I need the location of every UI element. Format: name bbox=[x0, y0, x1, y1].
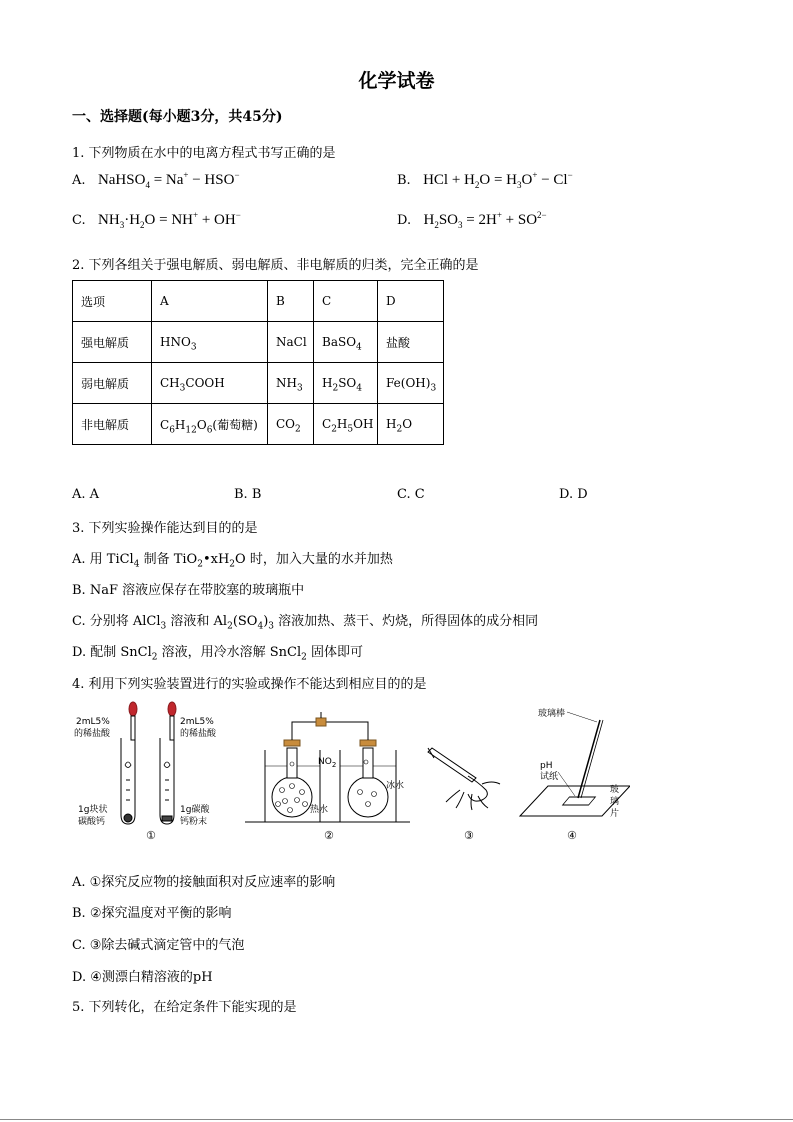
figure-number-4: ④ bbox=[567, 829, 577, 842]
fig2-ice-water-label: 冰水 bbox=[386, 781, 405, 791]
section-heading: 一、选择题(每小题3分，共45分) bbox=[72, 109, 283, 125]
question-1-stem: 1. 下列物质在水中的电离方程式书写正确的是 bbox=[72, 146, 336, 161]
fig4-glass-label-2: 璃 bbox=[610, 797, 620, 807]
figure-3-burette bbox=[428, 748, 500, 842]
fig1-powder-label: 1g碳酸 bbox=[180, 805, 210, 815]
table-row bbox=[73, 322, 444, 363]
apparatus-figure bbox=[70, 700, 630, 850]
q4-option-b: B. ②探究温度对平衡的影响 bbox=[72, 906, 232, 921]
electrolyte-table bbox=[72, 280, 444, 445]
table-cell: $NH_3$ bbox=[268, 363, 314, 404]
fig4-ph-label-2: 试纸 bbox=[540, 772, 559, 782]
fig4-rod-label: 玻璃棒 bbox=[538, 709, 566, 719]
question-2-stem: 2. 下列各组关于强电解质、弱电解质、非电解质的归类，完全正确的是 bbox=[72, 258, 479, 273]
fig4-glass-label-3: 片 bbox=[610, 809, 620, 819]
fig2-no2-label: $NO_2$ bbox=[318, 757, 337, 769]
table-cell: 强电解质 bbox=[73, 322, 152, 363]
q1-option-a: A. NaHSO$_4$ = Na+ − HSO− bbox=[72, 170, 240, 190]
table-cell: NaCl bbox=[268, 322, 314, 363]
table-cell: $CO_2$ bbox=[268, 404, 314, 445]
q2-option-d: D. D bbox=[559, 487, 588, 502]
q3-option-d: D. 配制 SnCl$_2$ 溶液，用冷水溶解 SnCl$_2$ 固体即可 bbox=[72, 645, 364, 663]
q3-option-a: A. 用 TiCl$_4$ 制备 $TiO_2•xH_2O$ 时，加入大量的水并加热 bbox=[72, 552, 393, 570]
figure-4-ph-paper bbox=[520, 707, 630, 842]
table-cell: $C_2H_5OH$ bbox=[314, 404, 378, 445]
table-cell: $H_2SO_4$ bbox=[314, 363, 378, 404]
fig1-powder-label-2: 钙粉末 bbox=[180, 817, 208, 827]
figure-number-1: ① bbox=[146, 829, 156, 842]
question-5-stem: 5. 下列转化，在给定条件下能实现的是 bbox=[72, 1000, 297, 1015]
fig4-glass-label: 玻 bbox=[610, 785, 620, 795]
table-cell: C bbox=[314, 281, 378, 322]
table-cell: $HNO_3$ bbox=[152, 322, 268, 363]
q4-option-d: D. ④测漂白精溶液的pH bbox=[72, 970, 213, 985]
table-cell: BaSO$_4$ bbox=[314, 322, 378, 363]
table-cell: A bbox=[152, 281, 268, 322]
table-cell: 盐酸 bbox=[378, 322, 444, 363]
figure-1-test-tubes bbox=[74, 702, 217, 842]
table-row bbox=[73, 363, 444, 404]
table-cell: $H_2O$ bbox=[378, 404, 444, 445]
q1-option-b: B. HCl + $H_2O = H_3O^+ - Cl^-$ bbox=[397, 170, 573, 190]
q2-option-a: A. A bbox=[72, 487, 100, 502]
fig2-hot-water-label: 热水 bbox=[310, 805, 329, 815]
table-cell: 弱电解质 bbox=[73, 363, 152, 404]
fig1-block-label-2: 碳酸钙 bbox=[78, 817, 106, 827]
q2-option-b: B. B bbox=[234, 487, 262, 502]
q3-option-b: B. NaF 溶液应保存在带胶塞的玻璃瓶中 bbox=[72, 583, 305, 598]
fig1-block-label: 1g块状 bbox=[78, 805, 108, 815]
q4-option-a: A. ①探究反应物的接触面积对反应速率的影响 bbox=[72, 875, 336, 890]
figure-number-2: ② bbox=[324, 829, 334, 842]
fig4-ph-label: pH bbox=[540, 761, 553, 771]
q4-option-c: C. ③除去碱式滴定管中的气泡 bbox=[72, 938, 245, 953]
table-cell: $CH_3COOH$ bbox=[152, 363, 268, 404]
table-cell: B bbox=[268, 281, 314, 322]
figure-number-3: ③ bbox=[464, 829, 474, 842]
fig1-acid-label-right: 2mL5% bbox=[180, 717, 214, 727]
table-row bbox=[73, 404, 444, 445]
page-bottom-divider bbox=[0, 1119, 793, 1120]
table-row bbox=[73, 281, 444, 322]
q2-option-c: C. C bbox=[397, 487, 425, 502]
table-cell: 非电解质 bbox=[73, 404, 152, 445]
table-cell: 选项 bbox=[73, 281, 152, 322]
table-cell: $Fe(OH)_3$ bbox=[378, 363, 444, 404]
question-3-stem: 3. 下列实验操作能达到目的的是 bbox=[72, 521, 258, 536]
fig1-acid-label-left-2: 的稀盐酸 bbox=[74, 729, 111, 739]
table-cell: $C_6H_{12}O_6$(葡萄糖) bbox=[152, 404, 268, 445]
fig1-acid-label-right-2: 的稀盐酸 bbox=[180, 729, 217, 739]
question-4-stem: 4. 利用下列实验装置进行的实验或操作不能达到相应目的的是 bbox=[72, 677, 427, 692]
page-title: 化学试卷 bbox=[358, 70, 435, 92]
table-cell: D bbox=[378, 281, 444, 322]
figure-2-no2-flasks bbox=[245, 712, 410, 842]
fig1-acid-label-left: 2mL5% bbox=[76, 717, 110, 727]
q1-option-c: C. $NH_3\cdot H_2O = NH^+ + OH^-$ bbox=[72, 210, 241, 230]
q3-option-c: C. 分别将 AlCl$_3$ 溶液和 $Al_2(SO_4)_3$ 溶液加热、蒸干、灼烧，所得固体的成分相同 bbox=[72, 614, 539, 632]
q1-option-d: D. $H_2SO_3 = 2H^+ + SO^{2-}$ bbox=[397, 210, 547, 230]
